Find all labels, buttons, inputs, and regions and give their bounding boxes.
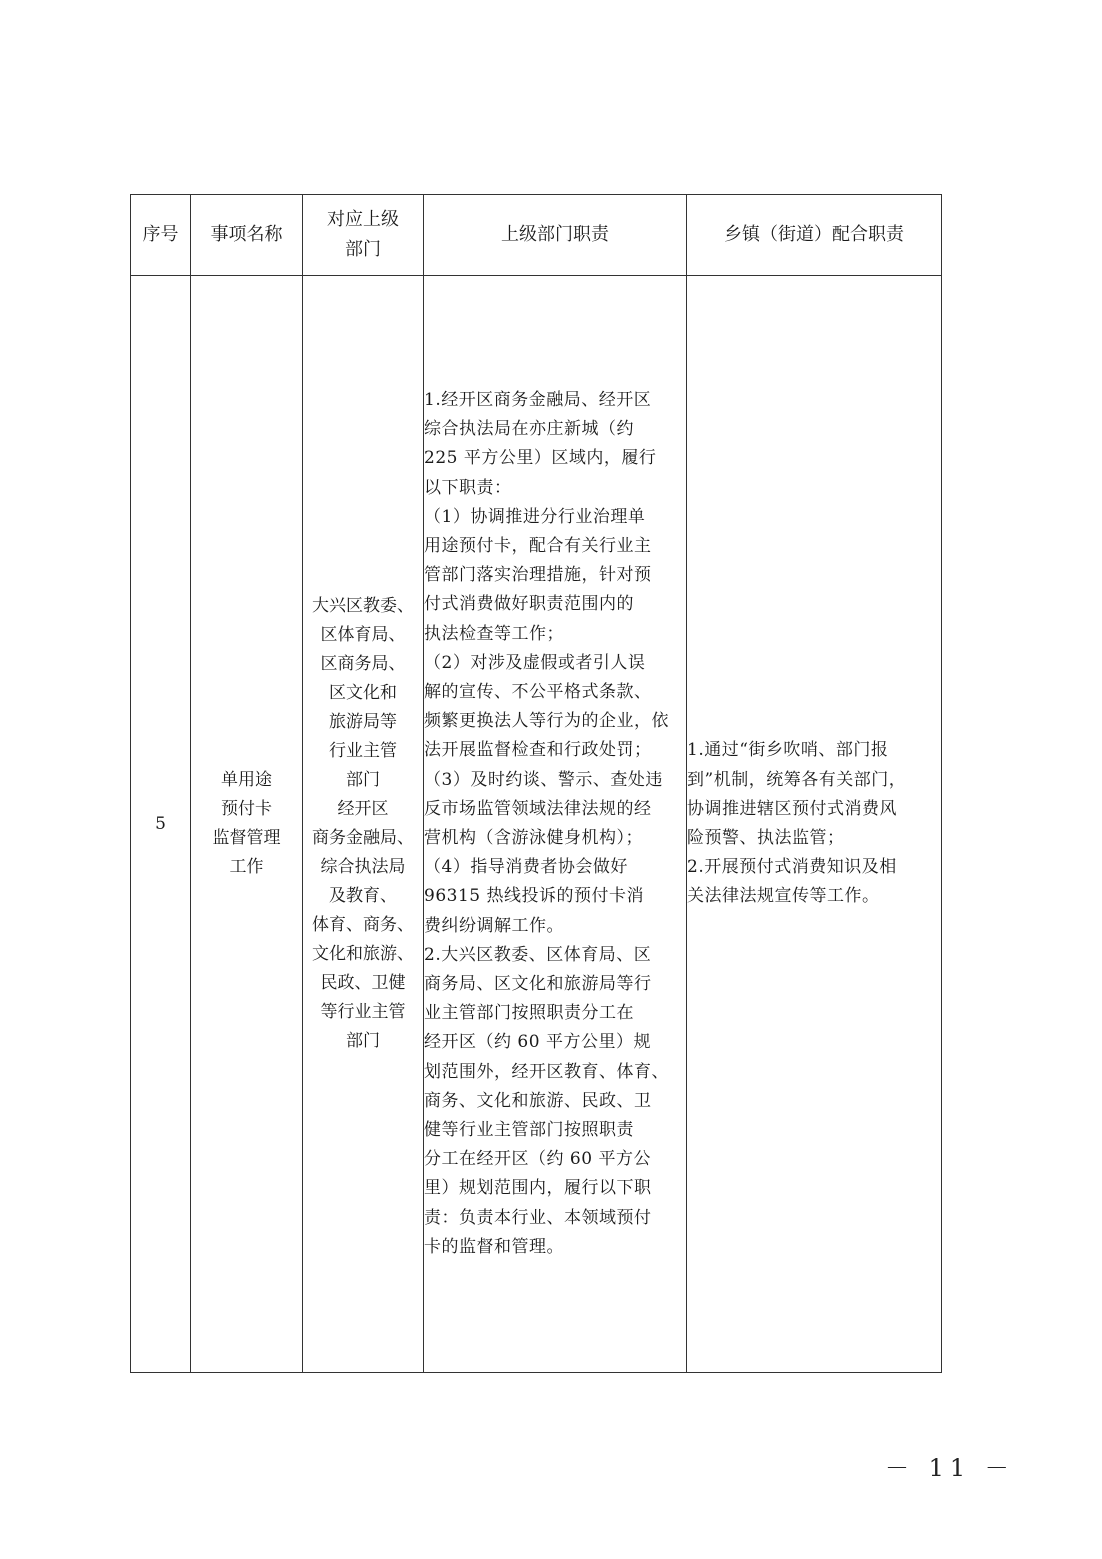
duty-line: 健等行业主管部门按照职责 [424, 1120, 634, 1141]
duty-line: 里）规划范围内，履行以下职 [424, 1178, 652, 1199]
dept-line: 区体育局、 [320, 625, 406, 645]
dept-line: 文化和旅游、 [312, 944, 414, 964]
row-superior-duty [424, 276, 687, 1373]
header-superior-dept [303, 195, 424, 276]
dept-line: 综合执法局 [320, 857, 406, 877]
duty-line: 1.经开区商务金融局、经开区 [424, 389, 652, 410]
duty-line: 付式消费做好职责范围内的 [424, 594, 634, 615]
dept-line: 商务金融局、 [312, 828, 414, 848]
coop-line: 2.开展预付式消费知识及相 [687, 857, 897, 878]
coop-line: 1.通过“街乡吹哨、部门报 [687, 740, 889, 761]
dept-line: 旅游局等 [329, 712, 397, 732]
dept-line: 民政、卫健 [320, 973, 406, 993]
header-dept-line: 对应上级 [327, 209, 399, 230]
row-index: 5 [131, 276, 191, 1373]
row-item-name [191, 276, 303, 1373]
item-name-line: 监督管理 [212, 828, 281, 848]
duty-line: 费纠纷调解工作。 [424, 915, 564, 936]
dept-line: 部门 [346, 1031, 380, 1051]
duty-line: （4）指导消费者协会做好 [424, 857, 628, 878]
duty-line: 用途预付卡，配合有关行业主 [424, 535, 652, 556]
duty-line: 225 平方公里）区域内，履行 [424, 448, 657, 469]
duty-line: 业主管部门按照职责分工在 [424, 1003, 634, 1024]
duty-line: 商务、文化和旅游、民政、卫 [424, 1090, 652, 1111]
duty-line: 综合执法局在亦庄新城（约 [424, 419, 634, 440]
dept-line: 区商务局、 [320, 654, 406, 674]
dept-line: 区文化和 [329, 683, 397, 703]
dept-line: 大兴区教委、 [312, 596, 414, 616]
table-row [131, 276, 942, 1373]
coop-line: 协调推进辖区预付式消费风 [687, 798, 897, 819]
duty-line: 反市场监管领域法律法规的经 [424, 798, 652, 819]
duty-line: 商务局、区文化和旅游局等行 [424, 974, 652, 995]
page-number: － 11 － [885, 1454, 1015, 1482]
item-name-line: 预付卡 [221, 799, 272, 819]
header-dept-line: 部门 [345, 239, 381, 260]
duty-line: 营机构（含游泳健身机构）； [424, 828, 643, 848]
responsibility-table [130, 194, 942, 1373]
header-item-name: 事项名称 [191, 195, 303, 276]
duty-line: 经开区（约 60 平方公里）规 [424, 1032, 651, 1053]
duty-line: 2.大兴区教委、区体育局、区 [424, 944, 652, 965]
duty-line: 法开展监督检查和行政处罚； [424, 740, 652, 761]
dept-line: 行业主管 [329, 741, 397, 761]
duty-line: （3）及时约谈、警示、查处违 [424, 769, 663, 790]
dept-line: 等行业主管 [320, 1002, 406, 1022]
dept-line: 及教育、 [329, 886, 397, 906]
duty-line: 解的宣传、不公平格式条款、 [424, 681, 652, 702]
table-header-row [131, 195, 942, 276]
duty-line: 责：负责本行业、本领域预付 [424, 1207, 652, 1228]
duty-line: 频繁更换法人等行为的企业，依 [424, 711, 669, 732]
row-superior-dept [303, 276, 424, 1373]
row-town-cooperation [687, 276, 942, 1373]
dept-line: 经开区 [337, 799, 389, 819]
header-superior-duty: 上级部门职责 [424, 195, 687, 276]
duty-line: （2）对涉及虚假或者引人误 [424, 652, 646, 673]
duty-line: 96315 热线投诉的预付卡消 [424, 886, 644, 907]
header-town-cooperation: 乡镇（街道）配合职责 [687, 195, 942, 276]
item-name-line: 单用途 [221, 770, 272, 790]
duty-line: （1）协调推进分行业治理单 [424, 506, 646, 527]
dept-line: 部门 [346, 770, 380, 790]
coop-line: 到”机制，统筹各有关部门， [687, 769, 907, 790]
duty-line: 划范围外，经开区教育、体育、 [424, 1061, 669, 1082]
duty-line: 管部门落实治理措施，针对预 [424, 565, 652, 586]
coop-line: 关法律法规宣传等工作。 [687, 886, 880, 907]
duty-line: 执法检查等工作； [424, 623, 564, 644]
duty-line: 卡的监督和管理。 [424, 1236, 564, 1257]
header-index: 序号 [131, 195, 191, 276]
duty-line: 分工在经开区（约 60 平方公 [424, 1149, 651, 1170]
dept-line: 体育、商务、 [312, 915, 414, 935]
duty-line: 以下职责： [424, 477, 512, 498]
coop-line: 险预警、执法监管； [687, 828, 845, 848]
item-name-line: 工作 [229, 857, 264, 877]
